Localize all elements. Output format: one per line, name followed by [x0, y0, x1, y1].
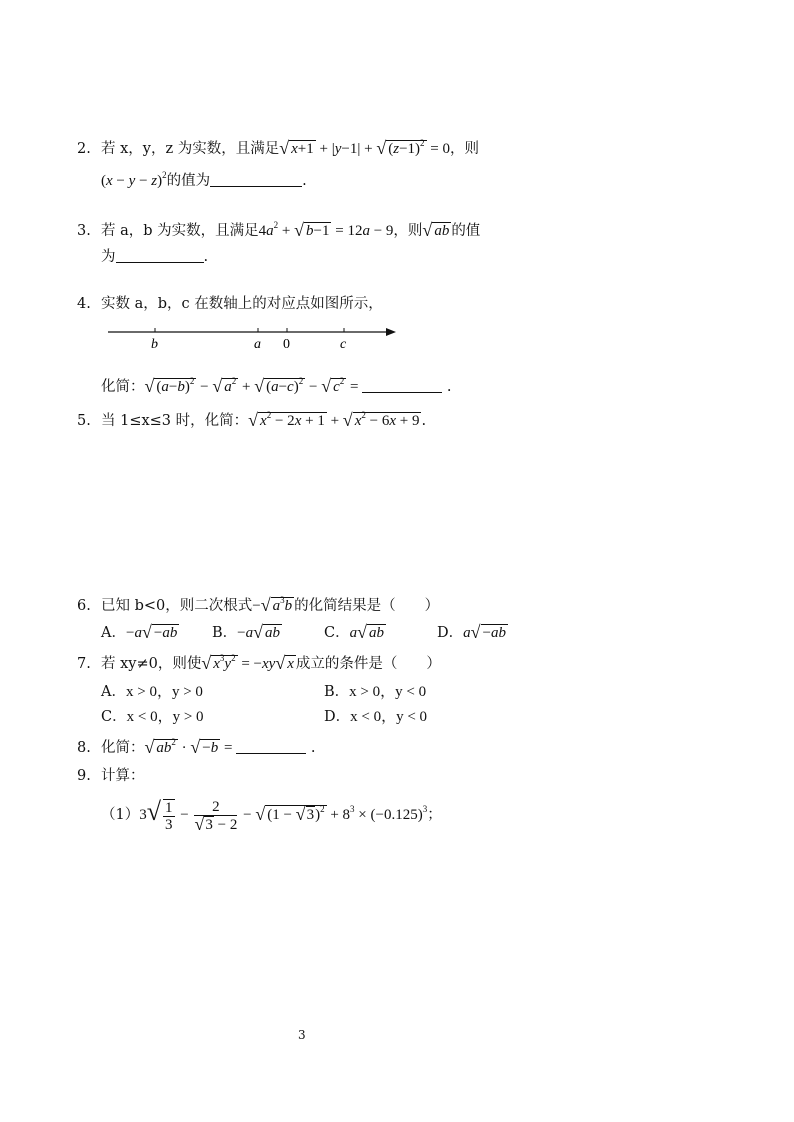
q3-expr2: √ ab — [422, 220, 450, 240]
q2-text: 若 x，y，z 为实数，且满足 — [101, 141, 280, 157]
q8-text: 化简： — [101, 740, 145, 756]
q8-line — [101, 738, 315, 758]
arrow-icon — [386, 328, 396, 336]
q6-expr: −√ $a^3b$ — [252, 595, 293, 615]
axis-label-c: c — [340, 337, 347, 352]
q2-line2 — [101, 171, 307, 191]
q8-answer-blank[interactable] — [236, 739, 306, 754]
axis-label-a: a — [254, 337, 261, 352]
option-label: A． — [101, 625, 126, 641]
q7-option-d[interactable] — [324, 707, 427, 727]
q9-sub1 — [101, 798, 442, 833]
q3-expr: $4a^2$ + √ b−1 = 12a − 9 — [258, 220, 394, 240]
q7-option-b[interactable] — [324, 682, 426, 702]
option-label: D． — [437, 625, 464, 641]
q9-sub1-end: ； — [427, 807, 442, 823]
q3-text2: 为 — [101, 249, 116, 265]
q2-expr2: $(x - y - z)^2$ — [101, 170, 167, 189]
q2-period: . — [302, 173, 307, 189]
q2-number: 2. — [77, 141, 91, 157]
option-label: A． — [101, 684, 126, 700]
q5-line — [101, 411, 426, 431]
option-label: B． — [212, 625, 238, 641]
q3-line1 — [101, 221, 480, 241]
q7-option-a[interactable] — [101, 682, 203, 702]
q6-option-a[interactable]: A．−a√ −ab — [101, 622, 178, 642]
page-number: 3 — [298, 1028, 306, 1042]
option-value: x > 0，y < 0 — [349, 684, 427, 700]
q7-number: 7. — [77, 656, 91, 672]
option-label: B． — [324, 684, 350, 700]
q6-text: 已知 b<0，则二次根式 — [101, 598, 253, 614]
q4-simplify-label: 化简： — [101, 379, 145, 395]
q6-option-c[interactable]: C．a√ ab — [324, 622, 384, 642]
q4-expr: √ $(a-b)^2$ − √ $a^2$ + √ $(a-c)^2$ − √ $c^2$ = — [144, 376, 363, 396]
q6-number: 6. — [77, 598, 91, 614]
number-line — [105, 324, 405, 352]
q3-number: 3. — [77, 223, 91, 239]
q3-text-mid: ，则 — [393, 223, 423, 239]
q9-sub1-expr: 3√ $\frac{1}{3}$ − $\frac{2}{√3 - 2}$ − √ $(1 - √3)^2 + 8^3 \times (-0.125)^3$ — [139, 797, 428, 834]
q3-period: . — [203, 249, 209, 265]
option-value: x > 0，y > 0 — [125, 684, 203, 700]
q2-expr: √ x+1 + |y−1| + √ $(z-1)^2 = 0$ — [279, 138, 450, 158]
q7-text: 若 xy≠0，则使 — [101, 656, 202, 672]
q2-text-end: ，则 — [450, 141, 479, 157]
q7-line — [101, 654, 441, 674]
q2-answer-blank[interactable] — [210, 172, 302, 187]
option-label: C． — [101, 709, 127, 725]
q5-number: 5. — [77, 413, 91, 429]
q3-answer-blank[interactable] — [116, 248, 204, 263]
axis-label-0: 0 — [283, 337, 290, 352]
q5-text: 当 1≤x≤3 时，化简： — [101, 413, 249, 429]
q8-period: . — [310, 740, 316, 756]
q9-number: 9. — [77, 768, 91, 784]
q5-expr: √ $x^2 - 2x + 1$ + √ $x^2 - 6x + 9$ — [248, 410, 420, 430]
q4-line1: 实数 a，b，c 在数轴上的对应点如图所示， — [101, 296, 383, 312]
q7-option-c[interactable] — [101, 707, 204, 727]
q4-number: 4. — [77, 296, 91, 312]
q3-text-end: 的值 — [451, 223, 481, 239]
q6-option-d[interactable]: D．a√ −ab — [437, 622, 506, 642]
q2-line1 — [101, 139, 479, 159]
q8-number: 8. — [77, 740, 91, 756]
q3-line2 — [101, 247, 208, 267]
q8-expr: √ $ab^2$ · √ −b = — [144, 737, 237, 757]
q4-answer-blank[interactable] — [362, 378, 442, 393]
option-label: D． — [324, 709, 351, 725]
option-label: C． — [324, 625, 350, 641]
q2-text2: 的值为 — [166, 173, 211, 189]
q9-sub1-label: （1） — [101, 807, 140, 823]
q7-expr: √ $x^3y^2 = -xy√$ x — [201, 653, 294, 673]
option-value: x < 0，y < 0 — [350, 709, 428, 725]
option-value: x < 0，y > 0 — [126, 709, 204, 725]
q4-line2 — [101, 377, 451, 397]
q6-line — [101, 596, 439, 616]
q7-text-end: 成立的条件是（ ） — [295, 656, 441, 672]
axis-label-b: b — [151, 337, 158, 352]
q3-text: 若 a，b 为实数，且满足 — [101, 223, 259, 239]
q6-option-b[interactable]: B．−a√ ab — [212, 622, 281, 642]
q5-period: . — [421, 413, 427, 429]
q9-text: 计算： — [101, 768, 145, 784]
q4-period: . — [446, 379, 452, 395]
q6-text-end: 的化简结果是（ ） — [294, 598, 440, 614]
